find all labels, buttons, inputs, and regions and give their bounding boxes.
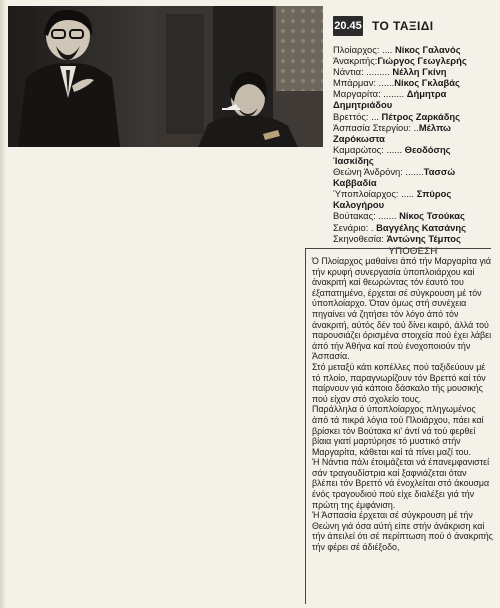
- credit-name: Βαγγέλης Κατσάνης: [376, 221, 467, 233]
- credit-role: Σενάριο:: [333, 221, 369, 233]
- credit-role: Σκηνοθεσία:: [333, 232, 384, 244]
- credit-dots: .......: [402, 166, 424, 178]
- credit-line: [333, 66, 493, 77]
- synopsis-paragraph: Στό μεταξύ κάτι κοπέλλες πού ταξιδεύουν μέ τό πλοίο, παραγνωρίζουν τόν Βρεττό καί τόν παίρνουν γιά κάποιο δάσκαλο τής μουσικής πού είχαν στό σχολείο τους.: [312, 361, 486, 404]
- credit-role: Άνακριτής:: [333, 55, 378, 67]
- credit-role: Μαργαρίτα:: [333, 88, 381, 100]
- credit-dots: .: [368, 221, 374, 233]
- credit-line: [333, 88, 493, 110]
- credit-line: [333, 55, 493, 66]
- credit-role: Άσπασία Στεργίου:: [333, 121, 411, 133]
- credit-name: Νέλλη Γκίνη: [392, 66, 447, 78]
- credit-dots: .......: [375, 210, 397, 222]
- synopsis-paragraph: Παράλληλα ό ύποπλοίαρχος πληγωμένος άπό τά πικρά λόγια τού Πλοιάρχου, πάει καί βρίσκει τόν Βούτακα κι' άντί νά τού φερθεί βίαια γιατί μαρτύρησε τό μυστικό στήν Μαργαρίτα, κάθεται καί τά πίνει μαζί του.: [312, 404, 484, 457]
- program-title: ΤΟ ΤΑΞΙΔΙ: [372, 19, 434, 33]
- credit-dots: .....: [398, 188, 415, 200]
- credit-line: [333, 233, 493, 244]
- credit-role: Καμαρώτος:: [333, 143, 384, 155]
- credit-line: [333, 222, 493, 233]
- credit-name: Μέλπω Ζαρόκωστα: [333, 121, 451, 144]
- credit-name: Νίκος Τσούκας: [399, 210, 465, 222]
- still-photograph: [8, 6, 323, 147]
- credit-name: Νίκος Γαλανός: [395, 44, 461, 55]
- credit-role: Θεώνη Άνδρόνη:: [333, 166, 403, 178]
- credit-dots: ......: [383, 143, 403, 155]
- synopsis-text: [312, 256, 494, 553]
- credit-role: Ύποπλοίαρχος:: [333, 188, 399, 200]
- credit-role: Βούτακας:: [333, 210, 376, 222]
- credit-line: [333, 188, 493, 210]
- credit-dots: ......: [376, 77, 395, 89]
- credit-dots: ........: [380, 88, 405, 100]
- credit-line: [333, 166, 493, 188]
- credit-role: Βρεττός:: [333, 110, 369, 122]
- program-header: [330, 6, 494, 42]
- credit-dots: ....: [379, 44, 393, 55]
- credit-line: [333, 210, 493, 221]
- credit-dots: ..: [410, 121, 419, 133]
- credit-name: Άντώνης Τέμπος: [386, 232, 461, 244]
- credit-name: Δήμητρα Δημητριάδου: [333, 88, 447, 111]
- credit-name: Σπύρος Καλογήρου: [333, 188, 452, 211]
- credit-dots: .........: [363, 66, 390, 78]
- credit-name: Πέτρος Ζαρκάδης: [381, 110, 460, 122]
- synopsis-paragraph: Ή Νάντια πάλι έτοιμάζεται νά έπανεμφανιστεί σάν τραγουδίστρια καί ξαφνιάζεται όταν βλέπει τόν Βρεττό νά ένοχλείται στό άκουσμα ένός τραγουδιού πού είχε διαλέξει γιά τήν πρώτη της έμφάνιση.: [312, 457, 490, 510]
- cast-credits: [333, 44, 493, 257]
- credit-name: Γιώργος Γεωγλερής: [377, 55, 467, 67]
- page-edge-shadow: [0, 0, 6, 608]
- credit-role: Πλοίαρχος:: [333, 44, 380, 55]
- photo-icon: [8, 6, 323, 147]
- credit-line: [333, 44, 493, 55]
- synopsis-paragraph: Ή Άσπασία έρχεται σέ σύγκρουση μέ τήν Θεώνη γιά όσα αύτή είπε στήν άνάκριση καί τήν άπειλεί ότι σέ περίπτωση πού ό άνακριτής τήν φέρει σέ άδιέξοδο,: [312, 510, 493, 553]
- credit-role: Νάντια:: [333, 66, 364, 78]
- credit-dots: ...: [368, 110, 379, 122]
- credit-name: Τασσώ Καββαδία: [333, 166, 456, 189]
- credit-line: [333, 111, 493, 122]
- credit-role: Μπάρμαν:: [333, 77, 377, 89]
- credit-name: Νίκος Γκλαβάς: [394, 77, 460, 89]
- synopsis-paragraph: Ό Πλοίαρχος μαθαίνει άπό τήν Μαργαρίτα γιά τήν κρυφή συνεργασία ύποπλοιάρχου καί άνακριτή καί θεωρώντας τόν έαυτό του έξαπατημένο, έρχεται σέ σύγκρουση μέ τόν ύποπλοίαρχο. Όταν όμως στή συνέχεια πηγαίνει νά ζητήσει τόν λόγο άπό τόν άνακριτή, αύτός δέν τού δίνει καιρό, άλλά τού παρουσιάζει όρισμένα στοιχεία πού έχει λάβει άπό τήν Άθήνα καί πού ένοχοποιούν τήν Άσπασία.: [312, 256, 492, 362]
- credit-line: [333, 144, 493, 166]
- credit-name: Θεοδόσης Ίασκίδης: [333, 143, 451, 166]
- credit-line: [333, 77, 493, 88]
- synopsis-heading: ΥΠΟΘΕΣΗ: [388, 245, 438, 257]
- credit-line: [333, 122, 493, 144]
- time-badge: 20.45: [333, 16, 363, 36]
